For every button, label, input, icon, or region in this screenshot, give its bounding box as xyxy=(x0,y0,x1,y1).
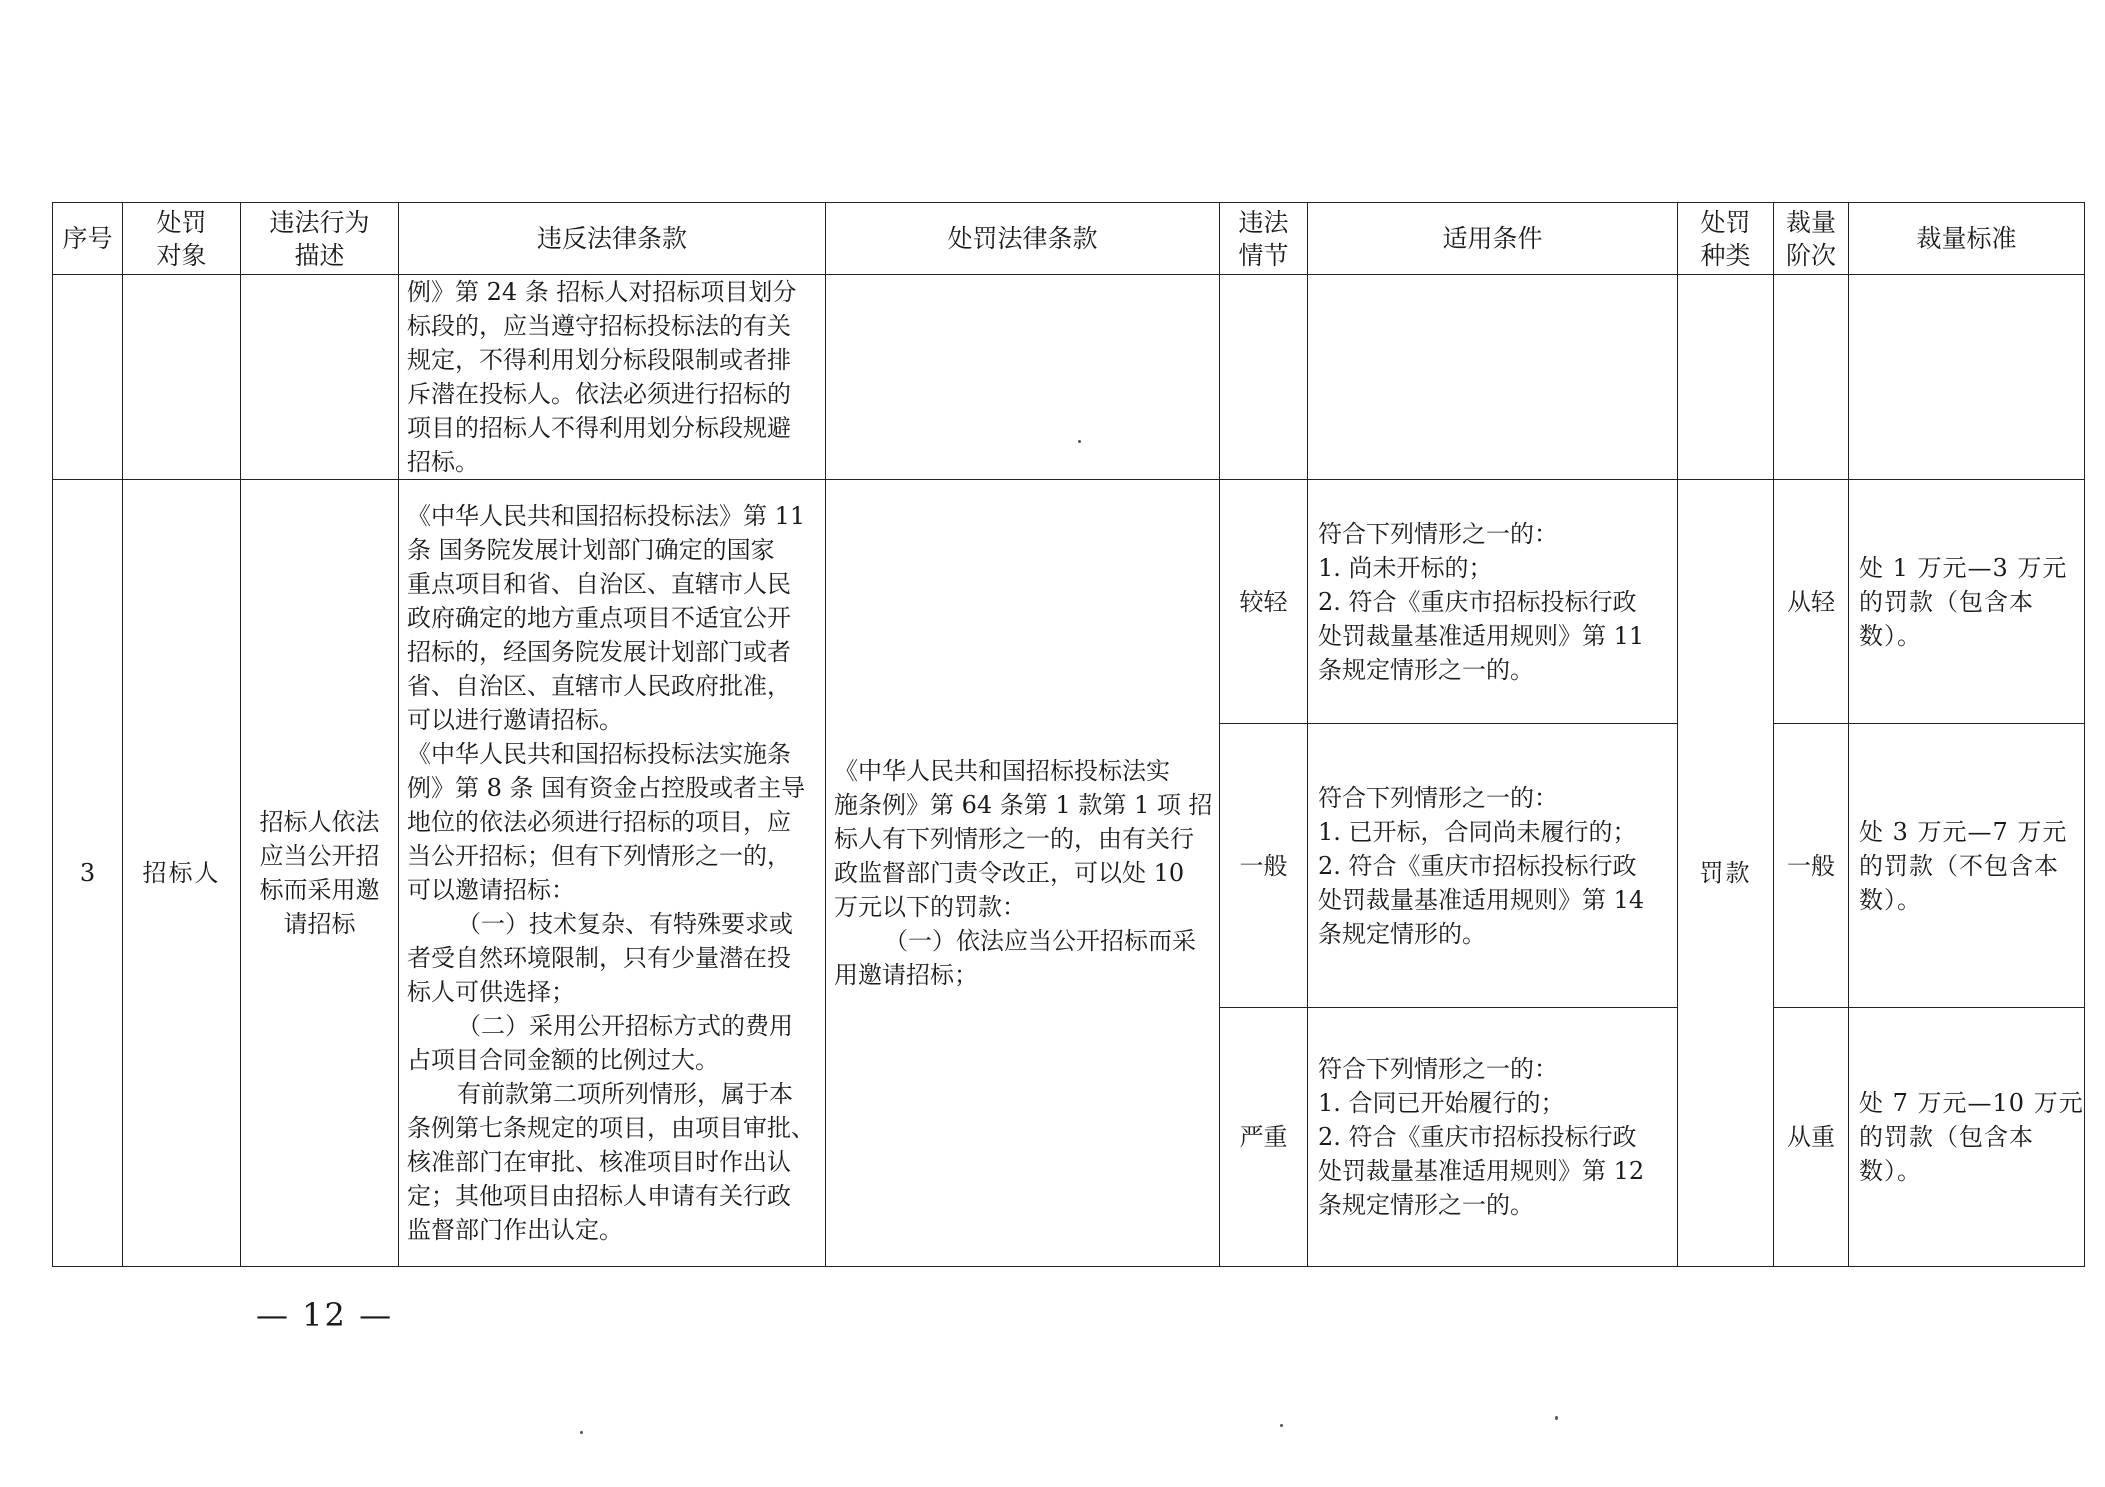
col-header-target: 处罚 对象 xyxy=(123,203,241,275)
scan-speck xyxy=(580,1431,583,1434)
continued-standard-cell xyxy=(1849,275,2085,480)
col-header-behavior: 违法行为 描述 xyxy=(241,203,399,275)
row3-conditions-serious: 符合下列情形之一的： 1. 合同已开始履行的； 2. 符合《重庆市招标投标行政 处罚裁量基准适用规则》第 12 条规定情形之一的。 xyxy=(1308,1008,1678,1267)
row3-penalty-law-cell xyxy=(826,480,1220,1267)
row3-target: 招标人 xyxy=(142,859,221,887)
row3-level-lighter: 从轻 xyxy=(1774,480,1849,724)
continued-conditions-cell xyxy=(1308,275,1678,480)
row3-standard-serious: 处 7 万元—10 万元 的罚款（包含本 数）。 xyxy=(1849,1008,2085,1267)
scan-speck xyxy=(1280,1424,1283,1427)
row3-penalty-type-cell xyxy=(1678,480,1774,1267)
continued-violated-law-cell xyxy=(399,275,826,480)
row3-level-serious: 从重 xyxy=(1774,1008,1849,1267)
col-header-violated-law: 违反法律条款 xyxy=(399,203,826,275)
row3-seq-cell xyxy=(53,480,123,1267)
continued-target-cell xyxy=(123,275,241,480)
continued-seq-cell xyxy=(53,275,123,480)
row3-conditions-lighter: 符合下列情形之一的： 1. 尚未开标的； 2. 符合《重庆市招标投标行政 处罚裁量基准适用规则》第 11 条规定情形之一的。 xyxy=(1308,480,1678,724)
scan-speck xyxy=(1078,440,1081,443)
continued-row xyxy=(53,275,2085,480)
col-header-level: 裁量 阶次 xyxy=(1774,203,1849,275)
row3-behavior-cell xyxy=(241,480,399,1267)
row3-standard-lighter: 处 1 万元—3 万元 的罚款（包含本 数）。 xyxy=(1849,480,2085,724)
col-header-seq: 序号 xyxy=(53,203,123,275)
row3-violated-law-cell xyxy=(399,480,826,1267)
continued-violated-law-text: 例》第 24 条 招标人对招标项目划分 标段的，应当遵守招标投标法的有关 规定，不得利用划分标段限制或者排 斥潜在投标人。依法必须进行招标的 项目的招标人不得利用划分标段规避 招标。 xyxy=(407,278,797,476)
col-header-penalty-law: 处罚法律条款 xyxy=(826,203,1220,275)
row3-standard-general: 处 3 万元—7 万元 的罚款（不包含本 数）。 xyxy=(1849,724,2085,1008)
col-header-standard: 裁量标准 xyxy=(1849,203,2085,275)
col-header-circumstance: 违法 情节 xyxy=(1220,203,1308,275)
header-row xyxy=(53,203,2085,275)
row3-penalty-type: 罚款 xyxy=(1699,859,1752,887)
table-row-3-lighter xyxy=(53,480,2085,724)
continued-penalty-type-cell xyxy=(1678,275,1774,480)
row3-circumstance-serious: 严重 xyxy=(1220,1008,1308,1267)
continued-penalty-law-cell xyxy=(826,275,1220,480)
continued-behavior-cell xyxy=(241,275,399,480)
row3-violated-law-text: 《中华人民共和国招标投标法》第 11 条 国务院发展计划部门确定的国家 重点项目和省、自治区、直辖市人民 政府确定的地方重点项目不适宜公开 招标的，经国务院发展计划部门或者 省、自治区、直辖市人民政府批准， 可以进行邀请招标。 《中华人民共和国招标投标法实施条 例》第 8 条 国有资金占控股或者主导 地位的依法必须进行招标的项目，应 当公开招标；但有下列情形之一的， 可以邀请招标： （一）技术复杂、有特殊要求或 者受自然环境限制，只有少量潜在投 标人可供选择； （二）采用公开招标方式的费用 占项目合同金额的比例过大。 有前款第二项所列情形，属于本 条例第七条规定的项目，由项目审批、 核准部门在审批、核准项目时作出认 定；其他项目由招标人申请有关行政 监督部门作出认定。 xyxy=(407,502,815,1244)
penalty-discretion-table xyxy=(52,202,2085,1267)
col-header-penalty-type: 处罚 种类 xyxy=(1678,203,1774,275)
scan-speck xyxy=(1555,1416,1558,1420)
continued-circumstance-cell xyxy=(1220,275,1308,480)
row3-behavior-text: 招标人依法 应当公开招 标而采用邀 请招标 xyxy=(259,808,380,938)
row3-circumstance-lighter: 较轻 xyxy=(1220,480,1308,724)
continued-level-cell xyxy=(1774,275,1849,480)
row3-target-cell xyxy=(123,480,241,1267)
page-number: — 12 — xyxy=(256,1296,394,1334)
col-header-conditions: 适用条件 xyxy=(1308,203,1678,275)
row3-conditions-general: 符合下列情形之一的： 1. 已开标，合同尚未履行的； 2. 符合《重庆市招标投标行政 处罚裁量基准适用规则》第 14 条规定情形的。 xyxy=(1308,724,1678,1008)
row3-circumstance-general: 一般 xyxy=(1220,724,1308,1008)
row3-level-general: 一般 xyxy=(1774,724,1849,1008)
row3-penalty-law-text: 《中华人民共和国招标投标法实 施条例》第 64 条第 1 款第 1 项 招 标人有下列情形之一的，由有关行 政监督部门责令改正，可以处 10 万元以下的罚款： （一）依法应当公开招标而采 用邀请招标； xyxy=(834,757,1213,989)
row3-seq: 3 xyxy=(79,859,96,887)
